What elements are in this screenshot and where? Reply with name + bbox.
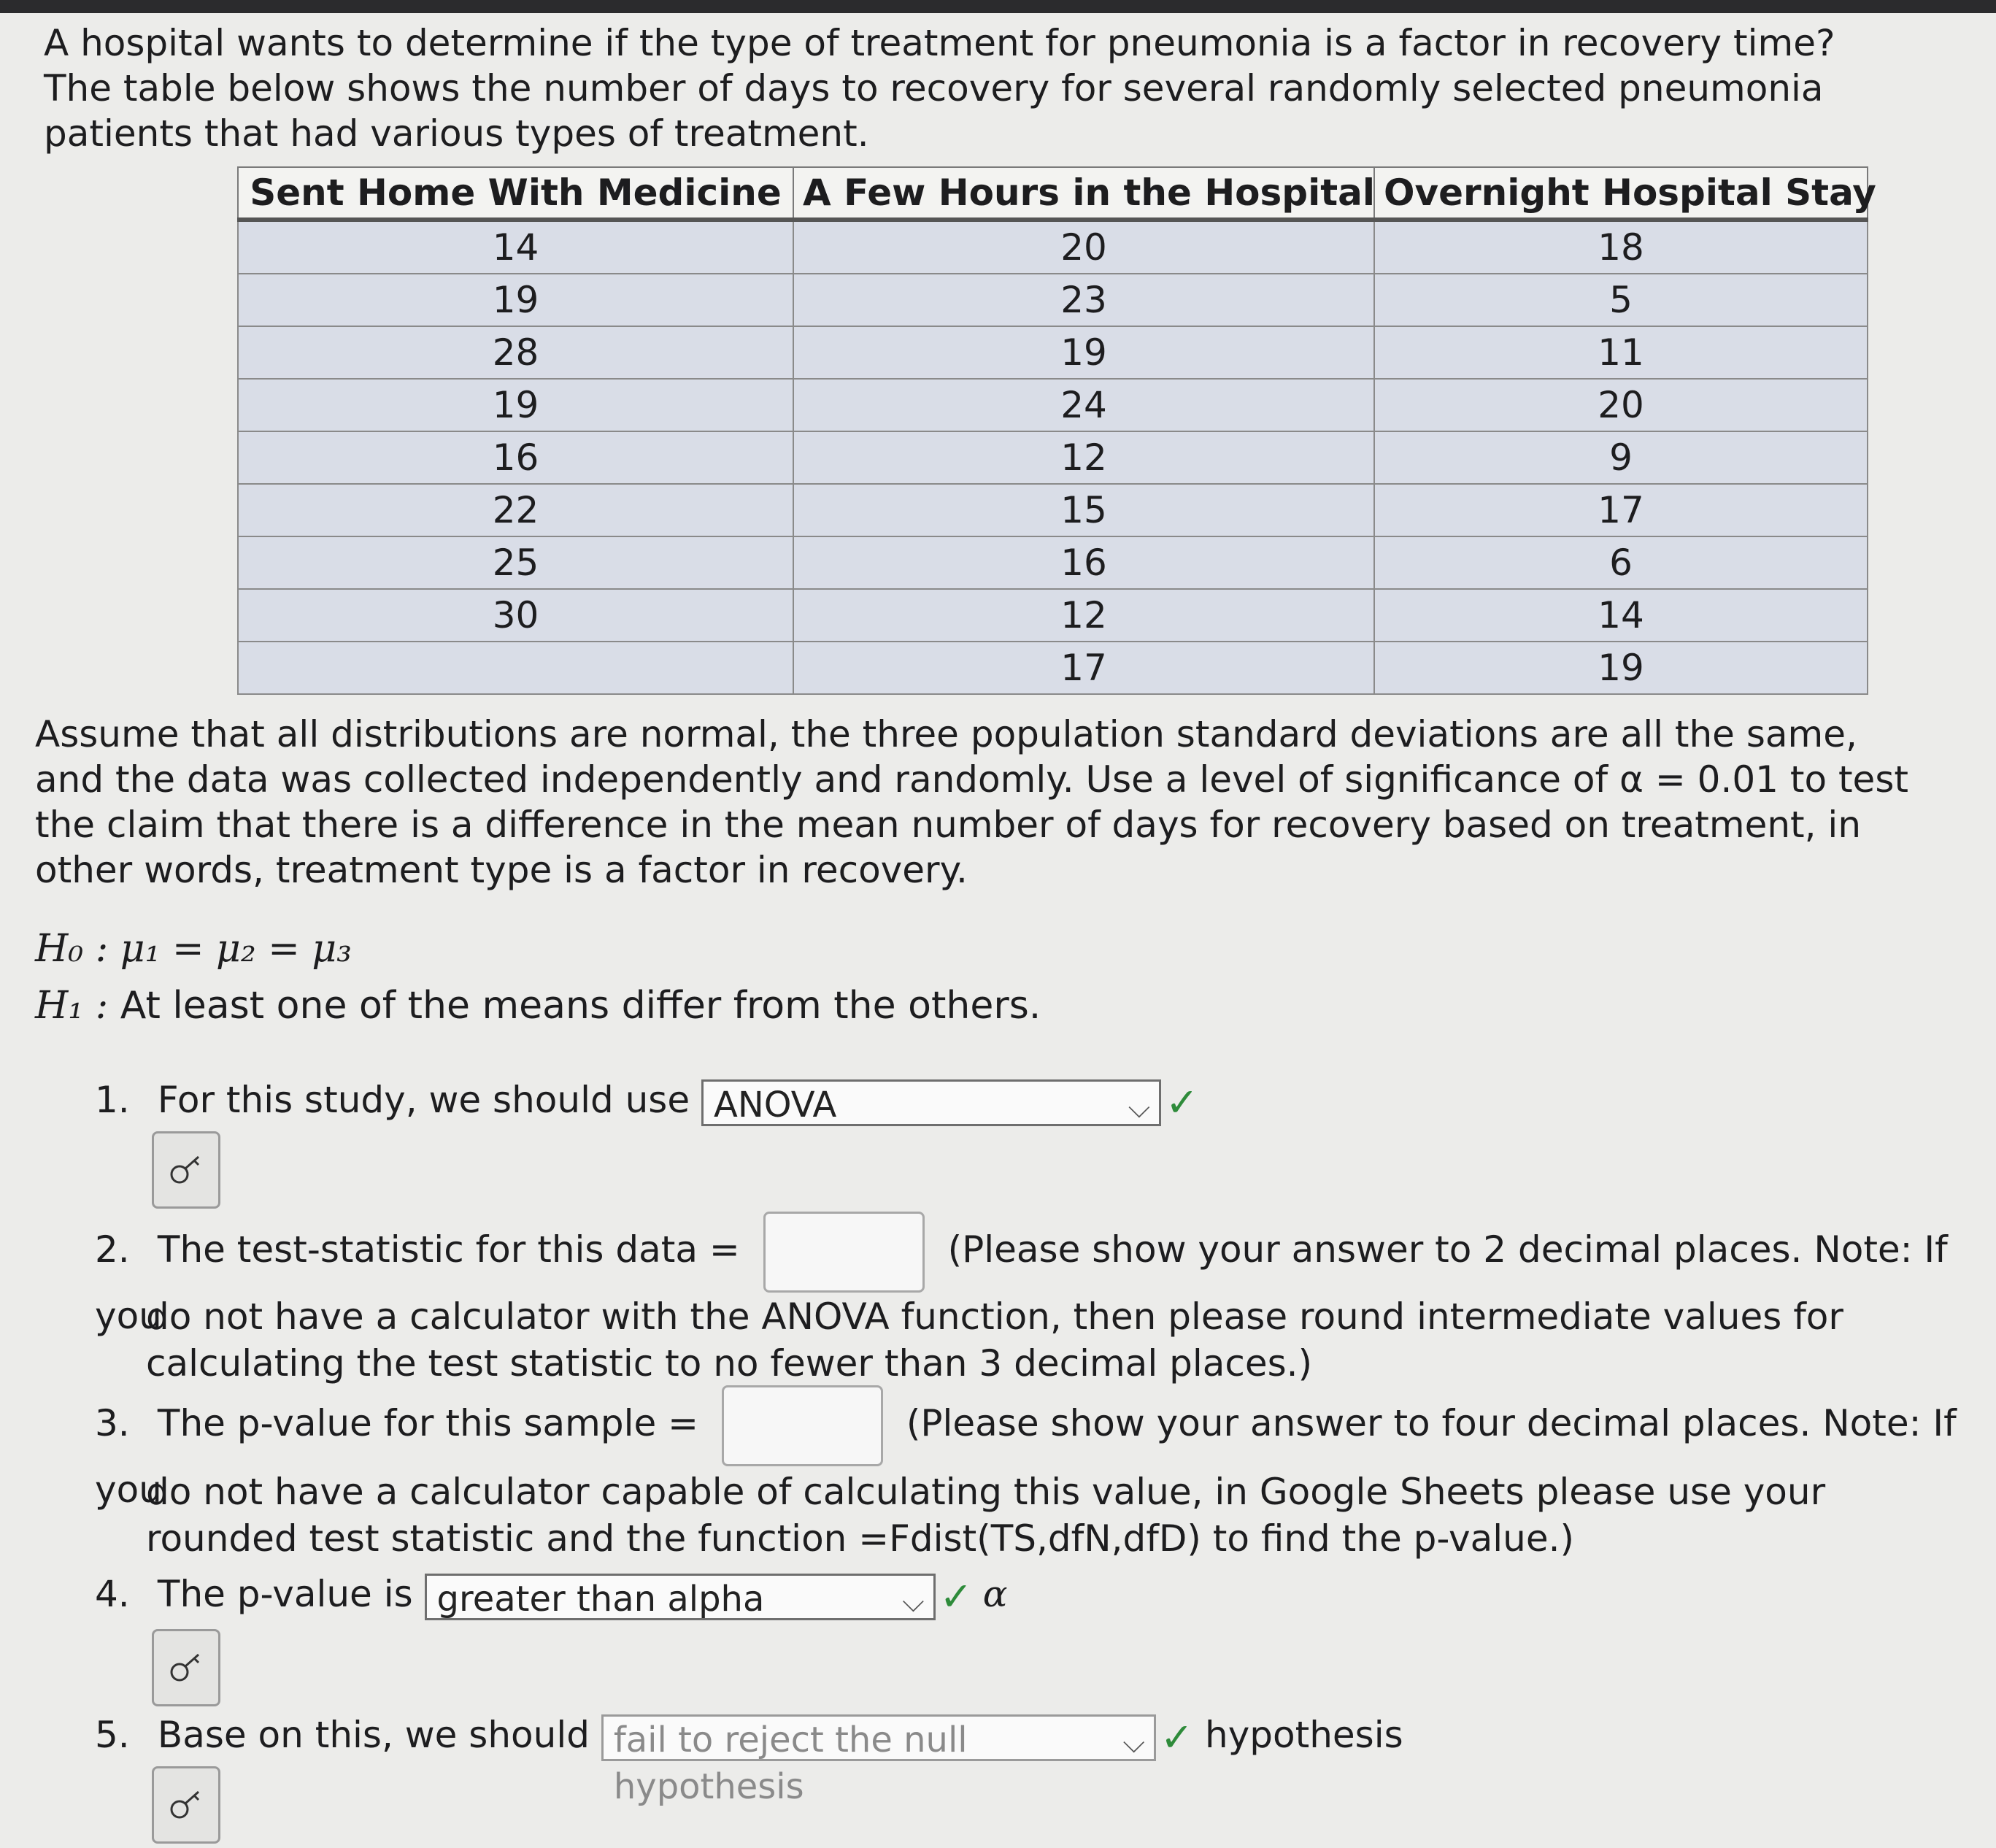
question-5-text: Base on this, we should — [157, 1714, 590, 1756]
recovery-days-table — [237, 166, 1876, 695]
table-cell: 14 — [238, 220, 793, 274]
question-2-note: (Please show your answer to 2 decimal places. Note: If you — [95, 1228, 1948, 1337]
check-icon: ✓ — [1165, 1079, 1199, 1125]
question-2-text: The test-statistic for this data = — [157, 1228, 740, 1271]
table-cell: 6 — [1374, 536, 1868, 589]
table-cell: 28 — [238, 326, 793, 379]
question-4-text: The p-value is — [157, 1573, 413, 1615]
key-hint-icon — [168, 1652, 204, 1684]
table-cell: 23 — [793, 274, 1374, 326]
question-number: 1. — [95, 1079, 130, 1121]
table-cell: 20 — [793, 220, 1374, 274]
alt-hypothesis — [35, 984, 1041, 1028]
hint-button-1[interactable] — [152, 1131, 220, 1209]
table-cell: 18 — [1374, 220, 1868, 274]
table-row — [238, 220, 1868, 274]
table-cell: 19 — [238, 274, 793, 326]
question-1 — [95, 1077, 1198, 1126]
question-4 — [95, 1571, 1008, 1620]
test-statistic-input[interactable] — [763, 1212, 925, 1293]
h0-label: H₀ : — [35, 927, 109, 971]
key-hint-icon — [168, 1789, 204, 1821]
p-value-input[interactable] — [722, 1385, 883, 1466]
chevron-down-icon: ⌵ — [1122, 1725, 1145, 1760]
question-1-text: For this study, we should use — [157, 1079, 690, 1121]
check-icon: ✓ — [939, 1573, 973, 1620]
table-cell: 19 — [1374, 642, 1868, 694]
table-cell: 15 — [793, 484, 1374, 536]
table-cell: 14 — [1374, 589, 1868, 642]
table-cell: 11 — [1374, 326, 1868, 379]
table-row — [238, 642, 1868, 694]
table-row — [238, 484, 1868, 536]
table-cell: 25 — [238, 536, 793, 589]
table-row — [238, 536, 1868, 589]
hint-button-5[interactable] — [152, 1766, 220, 1844]
assumption-text: Assume that all distributions are normal, the three population standard deviations are all the same, and the data was collected independently and randomly. Use a level of significance of α = 0.01 to test the claim that there is a difference in the mean number of days for recovery based on treatment, in other words, treatment type is a factor in recovery. — [35, 713, 1908, 891]
question-5 — [95, 1712, 1403, 1807]
table-cell: 19 — [238, 379, 793, 431]
table-cell: 12 — [793, 589, 1374, 642]
table-row — [238, 431, 1868, 484]
question-3-note: (Please show your answer to four decimal places. Note: If you — [95, 1402, 1957, 1511]
hypothesis-suffix: hypothesis — [1205, 1714, 1403, 1756]
question-number: 5. — [95, 1714, 130, 1756]
p-value-comparison-selected: greater than alpha — [436, 1578, 765, 1620]
test-type-select[interactable] — [701, 1079, 1161, 1126]
col-header-sent-home: Sent Home With Medicine — [238, 167, 793, 220]
table-cell: 9 — [1374, 431, 1868, 484]
table-row — [238, 379, 1868, 431]
question-number: 4. — [95, 1573, 130, 1615]
h1-label: H₁ : — [35, 984, 109, 1028]
table-cell: 16 — [238, 431, 793, 484]
decision-selected: fail to reject the null hypothesis — [613, 1719, 968, 1807]
check-icon: ✓ — [1160, 1714, 1194, 1760]
table-cell: 30 — [238, 589, 793, 642]
table-row — [238, 274, 1868, 326]
table-cell: 22 — [238, 484, 793, 536]
decision-select[interactable] — [601, 1714, 1156, 1807]
h0-expression: μ₁ = μ₂ = μ₃ — [120, 927, 352, 971]
problem-intro: A hospital wants to determine if the type of treatment for pneumonia is a factor in recovery time? The table below shows the number of days to recovery for several randomly selected pneumonia patients that had various types of treatment. — [44, 22, 1835, 155]
table-row — [238, 326, 1868, 379]
table-cell — [238, 642, 793, 694]
question-2-continuation: do not have a calculator with the ANOVA function, then please round intermediate values for calculating the test statistic to no fewer than 3 decimal places.) — [146, 1295, 1843, 1385]
table-cell: 17 — [793, 642, 1374, 694]
h1-text: At least one of the means differ from the others. — [120, 984, 1041, 1028]
table-cell: 12 — [793, 431, 1374, 484]
question-number: 3. — [95, 1402, 130, 1444]
table-cell: 19 — [793, 326, 1374, 379]
test-type-selected: ANOVA — [714, 1084, 837, 1125]
p-value-comparison-select[interactable] — [425, 1574, 936, 1620]
col-header-overnight: Overnight Hospital Stay — [1374, 167, 1868, 220]
table-cell: 17 — [1374, 484, 1868, 536]
chevron-down-icon: ⌵ — [902, 1585, 925, 1619]
hint-button-4[interactable] — [152, 1629, 220, 1706]
question-3-continuation: do not have a calculator capable of calculating this value, in Google Sheets please use your rounded test statistic and the function =Fdist(TS,dfN,dfD) to find the p-value.) — [146, 1471, 1826, 1560]
table-cell: 16 — [793, 536, 1374, 589]
table-header-row — [238, 167, 1868, 220]
col-header-few-hours: A Few Hours in the Hospital — [793, 167, 1374, 220]
question-3-text: The p-value for this sample = — [157, 1402, 699, 1444]
table-cell: 20 — [1374, 379, 1868, 431]
screen-top-edge — [0, 0, 1996, 13]
table-cell: 5 — [1374, 274, 1868, 326]
table-row — [238, 589, 1868, 642]
alpha-suffix: α — [982, 1573, 1008, 1615]
table-cell: 24 — [793, 379, 1374, 431]
question-number: 2. — [95, 1228, 130, 1271]
chevron-down-icon: ⌵ — [1128, 1090, 1151, 1125]
null-hypothesis — [35, 927, 352, 971]
key-hint-icon — [168, 1154, 204, 1186]
